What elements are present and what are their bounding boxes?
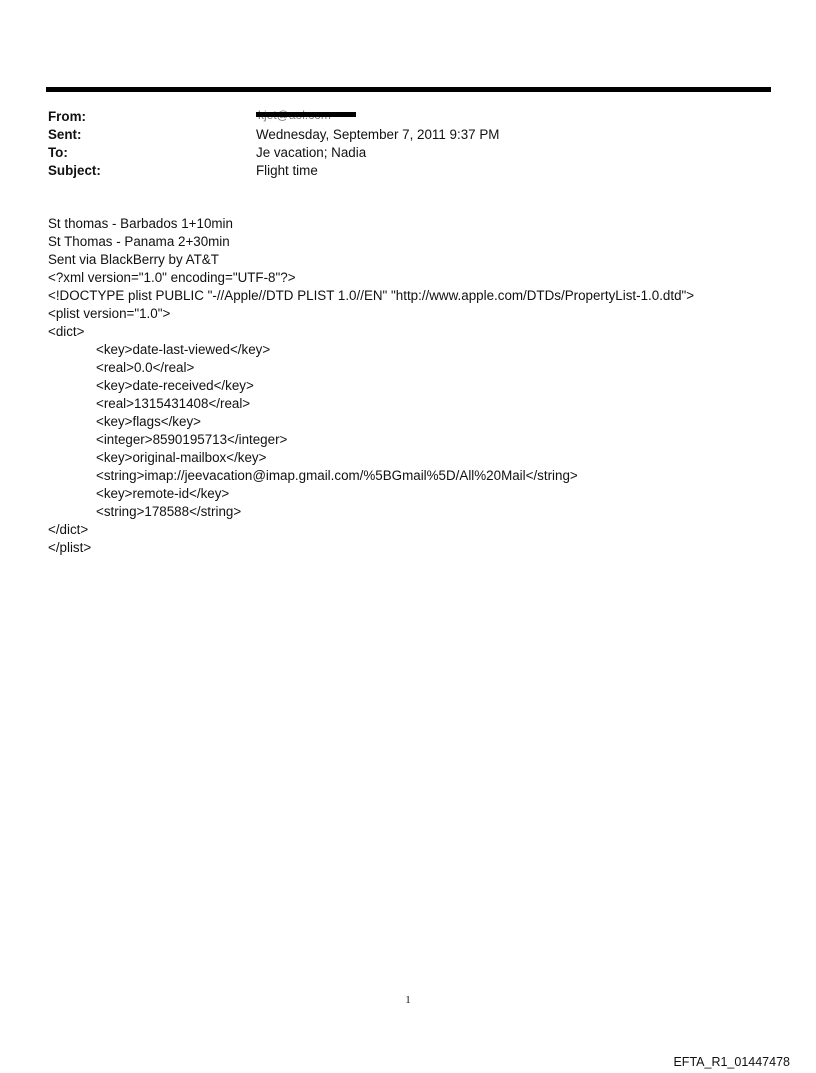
body-line: St thomas - Barbados 1+10min: [48, 216, 233, 231]
sent-value: Wednesday, September 7, 2011 9:37 PM: [256, 127, 500, 142]
sent-label: Sent:: [48, 127, 82, 142]
body-line: <?xml version="1.0" encoding="UTF-8"?>: [48, 270, 296, 285]
to-label: To:: [48, 145, 68, 160]
from-label: From:: [48, 109, 86, 124]
page-number: 1: [405, 994, 411, 1006]
body-line: </plist>: [48, 540, 92, 555]
redaction-bar: [256, 109, 356, 123]
body-line: <!DOCTYPE plist PUBLIC "-//Apple//DTD PLIST 1.0//EN" "http://www.apple.com/DTDs/PropertyList-1.0.dtd">: [48, 288, 695, 303]
body-line: <dict>: [48, 324, 85, 339]
body-line: Sent via BlackBerry by AT&T: [48, 252, 219, 267]
redaction-mark: [256, 112, 356, 117]
header-rule: [46, 87, 771, 92]
from-value: [256, 108, 356, 126]
subject-value: Flight time: [256, 163, 318, 178]
body-line: <plist version="1.0">: [48, 306, 171, 321]
body-line: <key>flags</key>: [96, 414, 201, 429]
body-line: </dict>: [48, 522, 89, 537]
body-line: <string>178588</string>: [96, 504, 242, 519]
body-line: <key>remote-id</key>: [96, 486, 230, 501]
body-line: <key>original-mailbox</key>: [96, 450, 267, 465]
body-line: <key>date-received</key>: [96, 378, 254, 393]
body-line: <real>0.0</real>: [96, 360, 195, 375]
document-id: EFTA_R1_01447478: [673, 1055, 790, 1069]
to-value: Je vacation; Nadia: [256, 145, 367, 160]
body-line: St Thomas - Panama 2+30min: [48, 234, 230, 249]
subject-label: Subject:: [48, 163, 101, 178]
body-line: <key>date-last-viewed</key>: [96, 342, 271, 357]
email-body: [48, 215, 694, 557]
body-line: <string>imap://jeevacation@imap.gmail.com/%5BGmail%5D/All%20Mail</string>: [96, 468, 578, 483]
body-line: <real>1315431408</real>: [96, 396, 251, 411]
body-line: <integer>8590195713</integer>: [96, 432, 288, 447]
